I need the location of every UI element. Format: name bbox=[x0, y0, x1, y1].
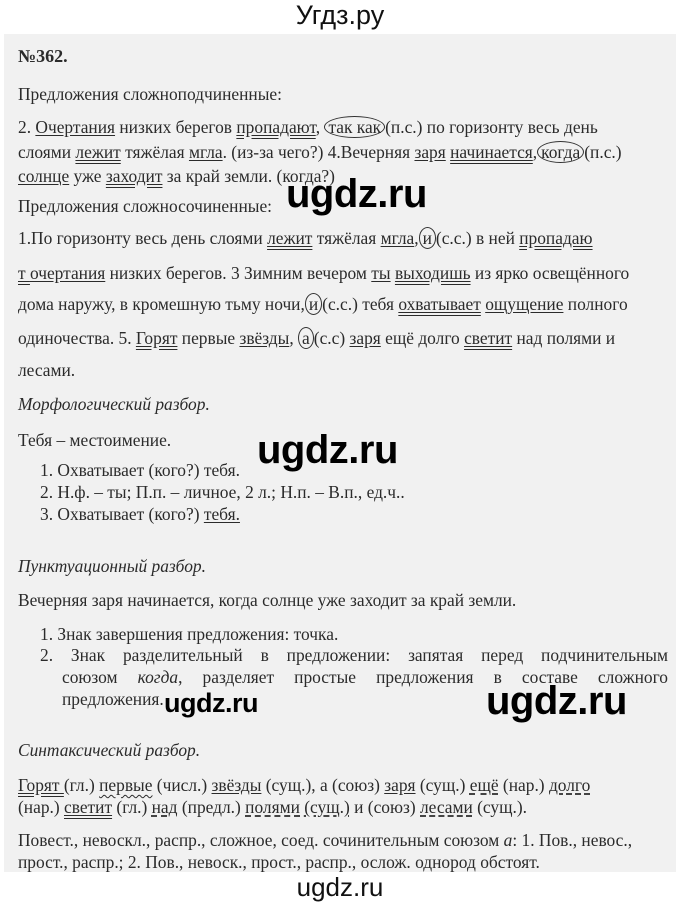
conjunction-circle: а bbox=[298, 327, 314, 349]
adverbial: полями (сущ.) bbox=[245, 797, 350, 817]
adverbial: над bbox=[151, 797, 178, 817]
synt-line-2: (нар.) светит (гл.) над (предл.) полями (сущ.) и (союз) лесами (сущ.). bbox=[18, 797, 527, 817]
adverbial: лесами bbox=[420, 797, 473, 817]
comp-line-5: лесами. bbox=[18, 360, 76, 380]
adverbial: ещё bbox=[469, 775, 499, 795]
sub-line-1: 2. Очертания низких берегов пропадают, так как (п.с.) по горизонту весь день bbox=[18, 117, 598, 137]
synt-line-3: Повест., невоскл., распр., сложное, соед. сочинительным союзом а: 1. Пов., невос., bbox=[18, 830, 633, 850]
predicate: лежит bbox=[75, 142, 121, 162]
morph-item-3: 3. Охватывает (кого?) тебя. bbox=[40, 504, 240, 524]
morph-item-2: 2. Н.ф. – ты; П.п. – личное, 2 л.; Н.п. – В.п., ед.ч.. bbox=[40, 482, 405, 502]
subject: звёзды bbox=[239, 328, 290, 348]
watermark: ugdz.ru bbox=[486, 679, 627, 723]
predicate: начинается bbox=[450, 142, 533, 162]
morph-item-1: 1. Охватывает (кого?) тебя. bbox=[40, 460, 240, 480]
subject: ощущение bbox=[485, 294, 564, 314]
predicate: выходишь bbox=[394, 263, 471, 283]
subject: заря bbox=[349, 328, 381, 348]
predicate: Горят bbox=[18, 775, 64, 795]
predicate: светит bbox=[464, 328, 513, 348]
watermark: ugdz.ru bbox=[164, 688, 258, 718]
punct-item-2: 2. Знак разделительный в предложении: запятая перед подчинительным bbox=[40, 645, 668, 665]
subject: заря bbox=[384, 775, 416, 795]
subject: очертания bbox=[29, 263, 106, 283]
section-synt: Синтаксический разбор. bbox=[18, 740, 201, 760]
conjunction-circle: так как bbox=[324, 116, 385, 138]
conjunction-circle: и bbox=[419, 227, 436, 249]
sub-line-2: слоями лежит тяжёлая мгла. (из-за чего?) 4.Вечерняя заря начинается, когда (п.с.) bbox=[18, 142, 622, 162]
predicate: охватывает bbox=[398, 294, 481, 314]
site-footer[interactable]: ugdz.ru bbox=[296, 872, 384, 902]
conjunction-circle: когда bbox=[537, 141, 584, 163]
synt-line-1: Горят (гл.) первые (числ.) звёзды (сущ.), а (союз) заря (сущ.) ещё (нар.) долго bbox=[18, 775, 591, 795]
punct-item-2-end: предложения. bbox=[62, 689, 164, 709]
comp-line-4: одиночества. 5. Горят первые звёзды, а (с.с) заря ещё долго светит над полями и bbox=[18, 328, 616, 348]
sub-line-3: солнце уже заходит за край земли. (когда?) bbox=[18, 166, 335, 186]
predicate: заходит bbox=[105, 166, 163, 186]
textbook-scan bbox=[4, 34, 676, 872]
comp-line-2: т очертания низких берегов. 3 Зимним вечером ты выходишь из ярко освещённого bbox=[18, 263, 630, 283]
attribute: первые bbox=[99, 775, 153, 795]
task-number: №362. bbox=[18, 46, 68, 66]
predicate: лежит bbox=[267, 228, 313, 248]
subject: звёзды bbox=[211, 775, 262, 795]
subject: заря bbox=[414, 142, 446, 162]
section-complex-sub: Предложения сложноподчиненные: bbox=[18, 84, 282, 104]
predicate: пропадаю bbox=[519, 228, 593, 248]
comp-line-3: дома наружу, в кромешную тьму ночи, и (с.с.) тебя охватывает ощущение полного bbox=[18, 294, 628, 314]
section-morph: Морфологический разбор. bbox=[18, 394, 210, 414]
subject: мгла bbox=[188, 142, 223, 162]
subject: ты bbox=[371, 263, 391, 283]
punct-item-2-cont: союзом когда, разделяет простые предложения в составе сложного bbox=[62, 667, 668, 687]
predicate: Горят bbox=[135, 328, 178, 348]
watermark: ugdz.ru bbox=[257, 428, 398, 472]
adverbial: долго bbox=[548, 775, 591, 795]
site-header[interactable]: Угдз.ру bbox=[295, 0, 385, 30]
punct-item-1: 1. Знак завершения предложения: точка. bbox=[40, 624, 339, 644]
synt-line-4: прост., распр.; 2. Пов., невоск., прост., распр., ослож. однород обстоят. bbox=[18, 852, 540, 872]
punct-sentence: Вечерняя заря начинается, когда солнце уже заходит за край земли. bbox=[18, 590, 517, 610]
subject: Очертания bbox=[35, 117, 116, 137]
section-complex-comp: Предложения сложносочиненные: bbox=[18, 196, 272, 216]
morph-intro: Тебя – местоимение. bbox=[18, 430, 172, 450]
conjunction-circle: и bbox=[305, 293, 322, 315]
watermark: ugdz.ru bbox=[286, 172, 427, 216]
section-punct: Пунктуационный разбор. bbox=[18, 556, 206, 576]
comp-line-1: 1.По горизонту весь день слоями лежит тяжёлая мгла, и (с.с.) в ней пропадаю bbox=[18, 228, 593, 248]
predicate: светит bbox=[64, 797, 113, 817]
subject: мгла bbox=[380, 228, 415, 248]
subject: солнце bbox=[18, 166, 70, 186]
predicate: пропадают bbox=[236, 117, 316, 137]
